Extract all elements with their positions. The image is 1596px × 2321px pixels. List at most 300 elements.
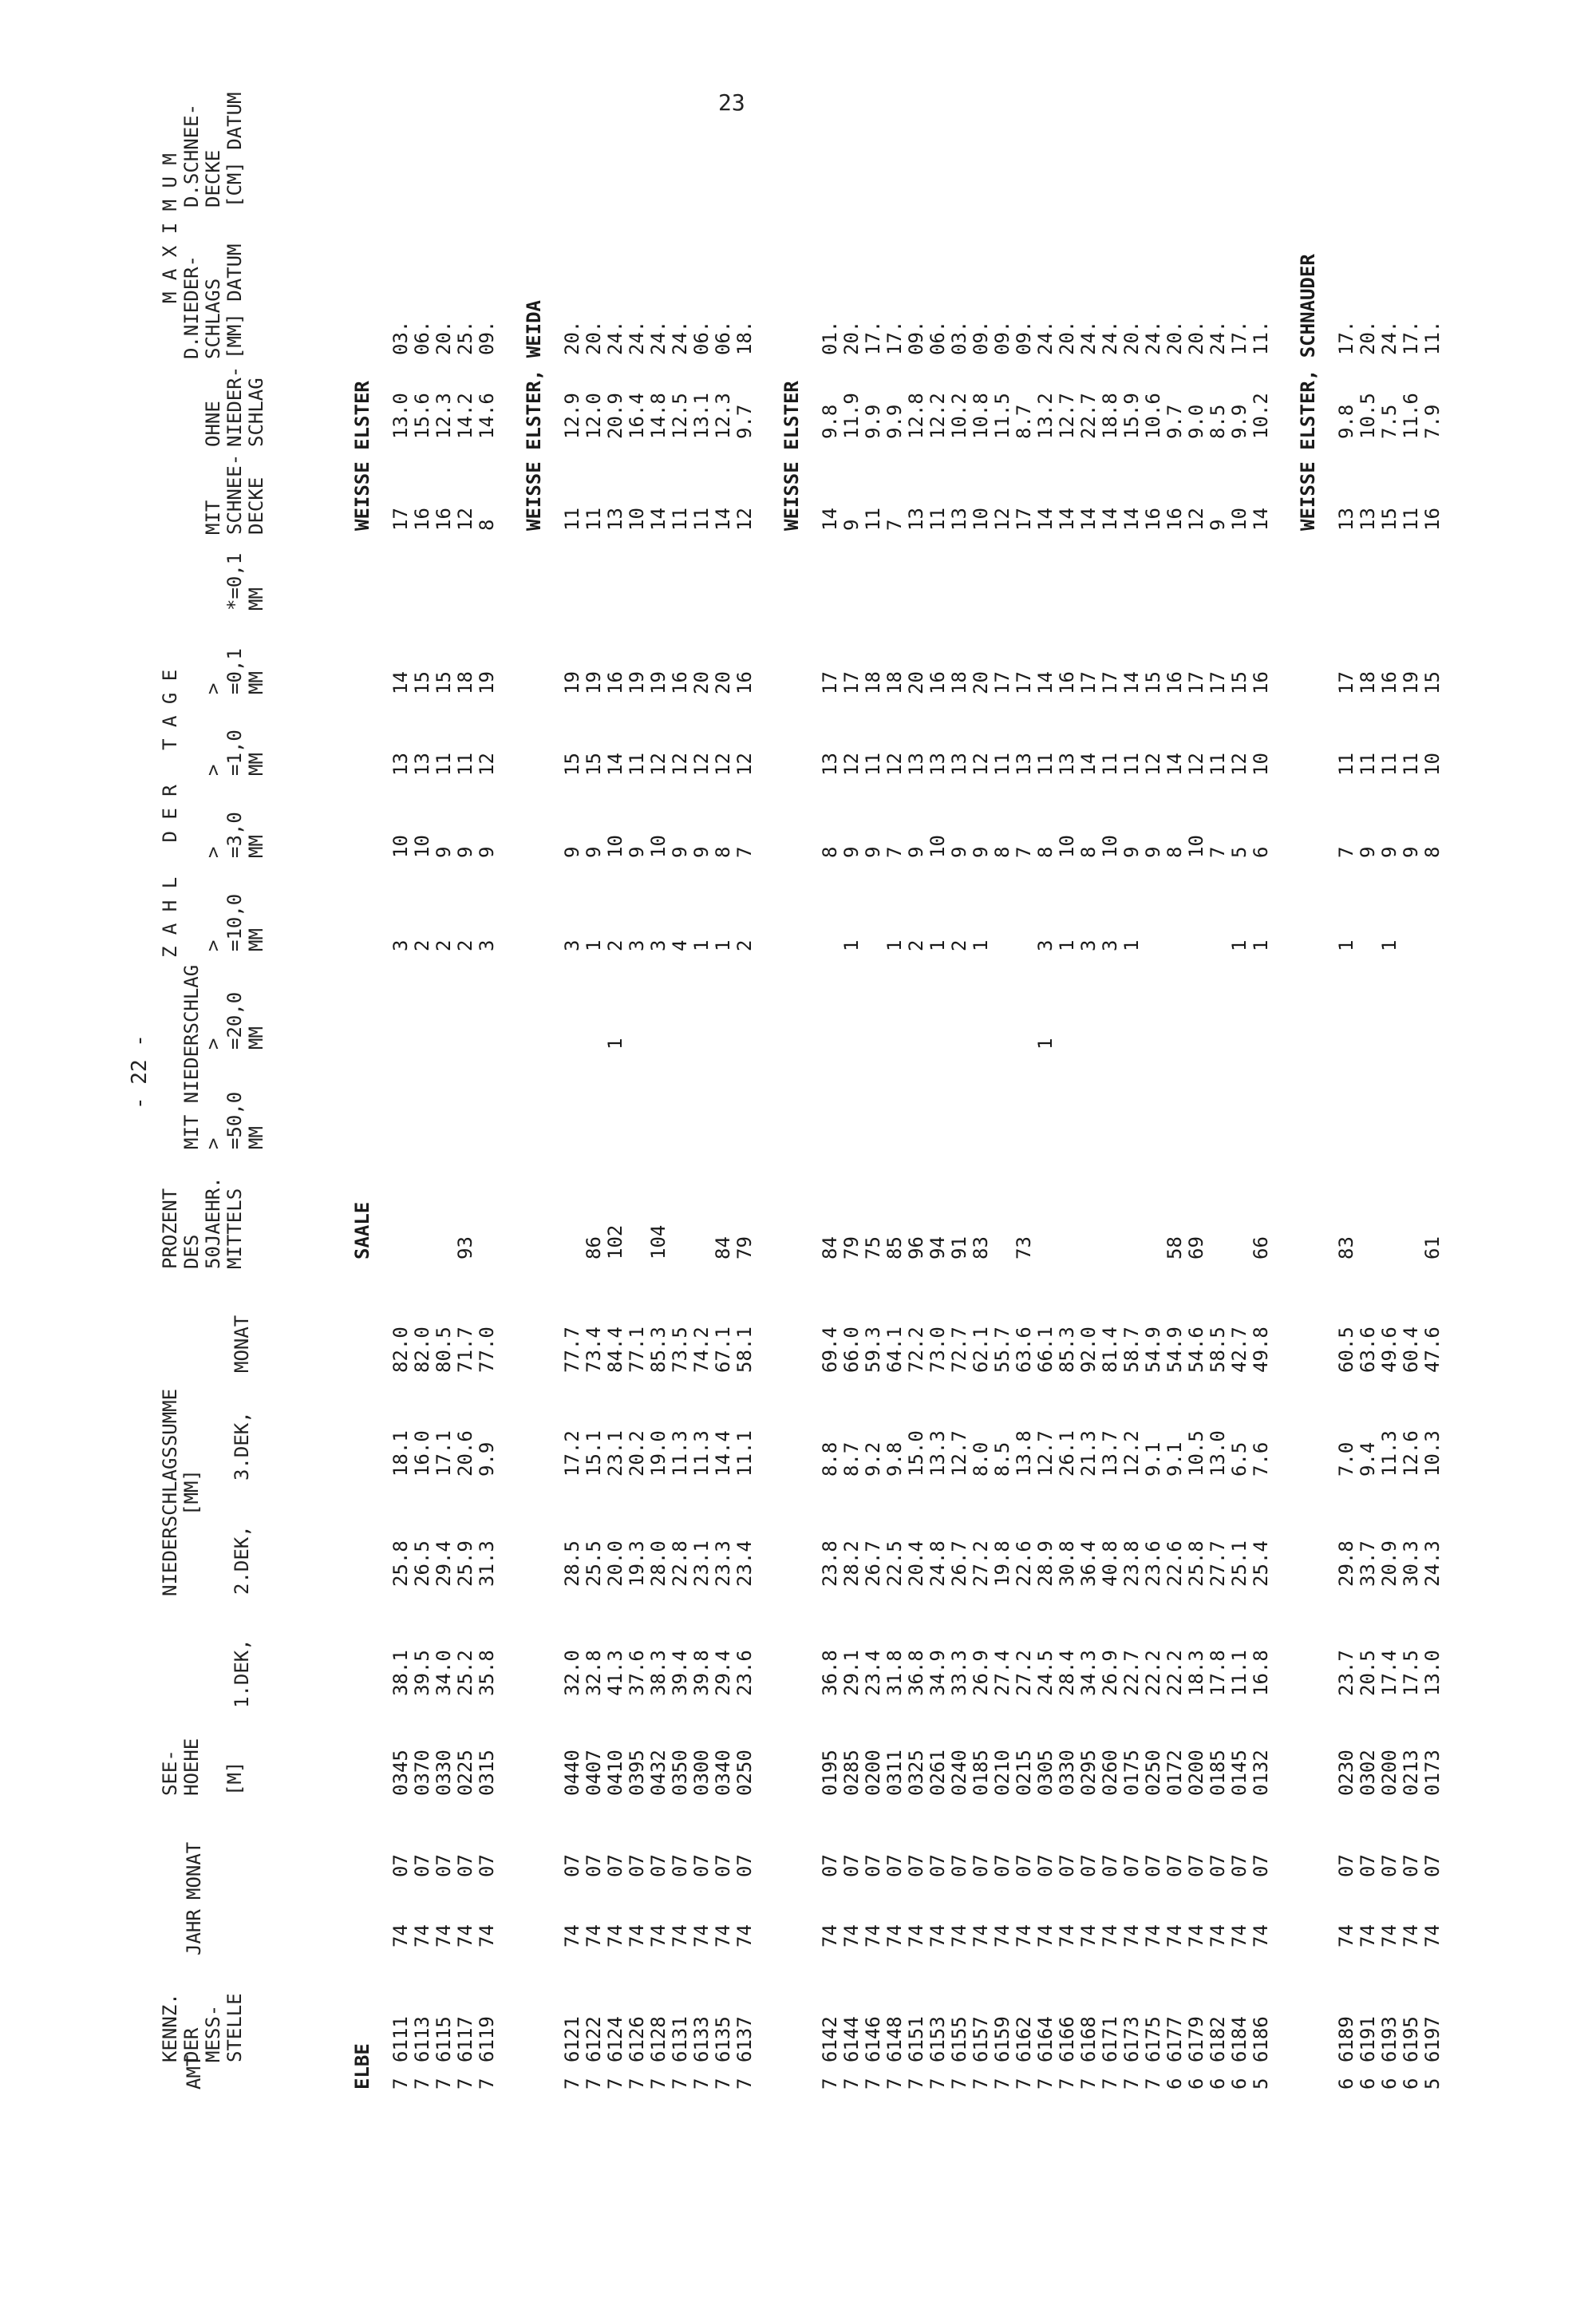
cell-g10: 1 <box>1056 939 1078 951</box>
cell-g01: 19 <box>476 671 498 694</box>
header-dek1: 1.DEK, <box>231 1639 253 1708</box>
cell-h: 0315 <box>476 1750 498 1796</box>
table-row <box>1357 48 1378 2091</box>
header-jahr: JAHR <box>183 1909 205 1955</box>
cell-g01: 20 <box>690 671 713 694</box>
cell-jahr: 74 <box>1250 1924 1272 1947</box>
cell-d3: 8.8 <box>819 1441 841 1477</box>
cell-d1: 26.9 <box>970 1650 992 1696</box>
page-number: 23 <box>718 89 745 116</box>
cell-d1: 23.6 <box>733 1650 756 1696</box>
cell-g1: 11 <box>626 753 648 776</box>
cell-mon: 07 <box>1077 1854 1100 1877</box>
cell-pct: 75 <box>862 1236 884 1259</box>
cell-nd: 06. <box>926 320 949 355</box>
page-header: - 22 - <box>128 1034 152 1109</box>
cell-oh: 11 <box>561 508 583 531</box>
cell-d1: 38.1 <box>389 1650 412 1696</box>
cell-mo: 63.6 <box>1013 1327 1035 1373</box>
cell-oh: 8 <box>476 519 498 531</box>
cell-kenn: 6195 <box>1400 2016 1422 2062</box>
cell-jahr: 74 <box>476 1924 498 1947</box>
cell-g1: 11 <box>991 753 1013 776</box>
cell-nm: 8.5 <box>1207 404 1229 439</box>
cell-amt: 7 <box>433 2078 455 2090</box>
cell-g01: 16 <box>1056 671 1078 694</box>
cell-nm: 11.9 <box>840 393 863 439</box>
cell-g01: 17 <box>1335 671 1357 694</box>
cell-kenn: 6131 <box>669 2016 691 2062</box>
cell-d2: 27.7 <box>1207 1540 1229 1587</box>
cell-d2: 28.0 <box>647 1540 670 1587</box>
cell-amt: 7 <box>476 2078 498 2090</box>
cell-oh: 17 <box>389 508 412 531</box>
cell-amt: 7 <box>970 2078 992 2090</box>
cell-d1: 27.2 <box>1013 1650 1035 1696</box>
cell-nm: 9.7 <box>1163 404 1186 439</box>
cell-mo: 92.0 <box>1077 1327 1100 1373</box>
cell-g1: 13 <box>1056 753 1078 776</box>
cell-g3: 9 <box>476 846 498 858</box>
cell-nd: 24. <box>604 320 626 355</box>
cell-jahr: 74 <box>1077 1924 1100 1947</box>
cell-g3: 9 <box>970 846 992 858</box>
cell-g3: 7 <box>1335 846 1357 858</box>
cell-kenn: 6186 <box>1250 2016 1272 2062</box>
cell-g10: 1 <box>926 939 949 951</box>
cell-d1: 22.2 <box>1163 1650 1186 1696</box>
cell-nm: 12.3 <box>712 393 734 439</box>
cell-jahr: 74 <box>1335 1924 1357 1947</box>
cell-oh: 14 <box>819 508 841 531</box>
cell-amt: 7 <box>690 2078 713 2090</box>
cell-amt: 7 <box>1034 2078 1057 2090</box>
cell-amt: 7 <box>583 2078 605 2090</box>
cell-d1: 23.7 <box>1335 1650 1357 1696</box>
cell-g20: 1 <box>1034 1038 1057 1050</box>
cell-g3: 7 <box>1207 846 1229 858</box>
cell-kenn: 6137 <box>733 2016 756 2062</box>
cell-g01: 18 <box>883 671 906 694</box>
table-row <box>819 48 840 2091</box>
cell-mon: 07 <box>476 1854 498 1877</box>
cell-mo: 72.2 <box>905 1327 927 1373</box>
cell-nd: 17. <box>1400 320 1422 355</box>
cell-g01: 19 <box>583 671 605 694</box>
cell-g01: 17 <box>1099 671 1121 694</box>
cell-jahr: 74 <box>905 1924 927 1947</box>
cell-kenn: 6119 <box>476 2016 498 2062</box>
header-snow: *=0,1 MM <box>223 552 267 611</box>
cell-d2: 23.3 <box>712 1540 734 1587</box>
cell-g1: 12 <box>970 753 992 776</box>
cell-oh: 11 <box>862 508 884 531</box>
cell-mo: 66.1 <box>1034 1327 1057 1373</box>
cell-d2: 33.7 <box>1357 1540 1379 1587</box>
cell-mo: 77.1 <box>626 1327 648 1373</box>
cell-d2: 28.2 <box>840 1540 863 1587</box>
cell-nd: 24. <box>1034 320 1057 355</box>
header-dek2: 2.DEK, <box>231 1525 253 1595</box>
cell-oh: 12 <box>454 508 476 531</box>
cell-g1: 10 <box>1421 753 1444 776</box>
cell-jahr: 74 <box>411 1924 433 1947</box>
cell-pct: 58 <box>1163 1236 1186 1259</box>
cell-mon: 07 <box>433 1854 455 1877</box>
cell-g1: 11 <box>1335 753 1357 776</box>
cell-g01: 16 <box>733 671 756 694</box>
cell-nm: 12.8 <box>905 393 927 439</box>
cell-h: 0330 <box>1056 1750 1078 1796</box>
cell-amt: 7 <box>991 2078 1013 2090</box>
cell-mo: 60.4 <box>1400 1327 1422 1373</box>
cell-g3: 8 <box>991 846 1013 858</box>
cell-d2: 29.8 <box>1335 1540 1357 1587</box>
cell-pct: 84 <box>819 1236 841 1259</box>
cell-g1: 11 <box>454 753 476 776</box>
cell-g1: 14 <box>1077 753 1100 776</box>
cell-g3: 9 <box>1142 846 1164 858</box>
cell-d2: 24.8 <box>926 1540 949 1587</box>
cell-g01: 20 <box>905 671 927 694</box>
table-row <box>669 48 690 2091</box>
cell-nd: 06. <box>411 320 433 355</box>
cell-g3: 9 <box>1378 846 1400 858</box>
cell-d3: 11.3 <box>1378 1430 1400 1477</box>
cell-h: 0200 <box>862 1750 884 1796</box>
cell-d3: 9.1 <box>1142 1441 1164 1477</box>
cell-mon: 07 <box>991 1854 1013 1877</box>
cell-nd: 24. <box>647 320 670 355</box>
cell-d3: 13.3 <box>926 1430 949 1477</box>
cell-mon: 07 <box>926 1854 949 1877</box>
cell-h: 0200 <box>1185 1750 1207 1796</box>
cell-nd: 17. <box>883 320 906 355</box>
cell-nm: 9.7 <box>733 404 756 439</box>
cell-nm: 13.1 <box>690 393 713 439</box>
cell-d2: 23.4 <box>733 1540 756 1587</box>
cell-mon: 07 <box>1207 1854 1229 1877</box>
cell-kenn: 6184 <box>1228 2016 1250 2062</box>
cell-jahr: 74 <box>926 1924 949 1947</box>
cell-g01: 19 <box>626 671 648 694</box>
cell-d1: 16.8 <box>1250 1650 1272 1696</box>
cell-amt: 7 <box>1056 2078 1078 2090</box>
cell-g10: 2 <box>604 939 626 951</box>
cell-mo: 73.0 <box>926 1327 949 1373</box>
cell-jahr: 74 <box>733 1924 756 1947</box>
cell-h: 0330 <box>433 1750 455 1796</box>
cell-d1: 38.3 <box>647 1650 670 1696</box>
cell-mon: 07 <box>1421 1854 1444 1877</box>
cell-mon: 07 <box>1120 1854 1143 1877</box>
cell-oh: 11 <box>1400 508 1422 531</box>
cell-g1: 13 <box>389 753 412 776</box>
cell-nm: 12.0 <box>583 393 605 439</box>
cell-mo: 84.4 <box>604 1327 626 1373</box>
cell-mon: 07 <box>819 1854 841 1877</box>
cell-jahr: 74 <box>1163 1924 1186 1947</box>
cell-mon: 07 <box>647 1854 670 1877</box>
cell-g3: 8 <box>1421 846 1444 858</box>
cell-amt: 5 <box>1250 2078 1272 2090</box>
cell-amt: 7 <box>1013 2078 1035 2090</box>
table-row <box>1034 48 1056 2091</box>
cell-g01: 14 <box>1120 671 1143 694</box>
cell-nd: 09. <box>970 320 992 355</box>
cell-g1: 11 <box>1400 753 1422 776</box>
cell-mo: 82.0 <box>389 1327 412 1373</box>
cell-h: 0261 <box>926 1750 949 1796</box>
cell-d2: 26.5 <box>411 1540 433 1587</box>
cell-pct: 96 <box>905 1236 927 1259</box>
table-row <box>1142 48 1163 2091</box>
cell-d2: 23.8 <box>1120 1540 1143 1587</box>
cell-mon: 07 <box>948 1854 970 1877</box>
cell-d1: 41.3 <box>604 1650 626 1696</box>
cell-kenn: 6179 <box>1185 2016 1207 2062</box>
cell-nm: 13.2 <box>1034 393 1057 439</box>
cell-g10: 1 <box>970 939 992 951</box>
cell-g01: 17 <box>1185 671 1207 694</box>
cell-amt: 7 <box>1077 2078 1100 2090</box>
cell-nd: 09. <box>905 320 927 355</box>
table-row <box>690 48 712 2091</box>
cell-nm: 10.6 <box>1142 393 1164 439</box>
cell-pct: 84 <box>712 1236 734 1259</box>
cell-nm: 9.0 <box>1185 404 1207 439</box>
cell-nm: 15.9 <box>1120 393 1143 439</box>
cell-oh: 12 <box>991 508 1013 531</box>
cell-h: 0250 <box>733 1750 756 1796</box>
cell-kenn: 6148 <box>883 2016 906 2062</box>
cell-d3: 12.7 <box>1034 1430 1057 1477</box>
cell-d1: 39.5 <box>411 1650 433 1696</box>
cell-kenn: 6157 <box>970 2016 992 2062</box>
cell-mo: 82.0 <box>411 1327 433 1373</box>
cell-kenn: 6121 <box>561 2016 583 2062</box>
table-row <box>1077 48 1099 2091</box>
cell-g3: 8 <box>1163 846 1186 858</box>
cell-kenn: 6155 <box>948 2016 970 2062</box>
cell-mon: 07 <box>1099 1854 1121 1877</box>
cell-g3: 9 <box>669 846 691 858</box>
cell-d1: 33.3 <box>948 1650 970 1696</box>
cell-nm: 7.9 <box>1421 404 1444 439</box>
cell-g10: 1 <box>1335 939 1357 951</box>
cell-mo: 71.7 <box>454 1327 476 1373</box>
cell-jahr: 74 <box>883 1924 906 1947</box>
cell-nm: 10.8 <box>970 393 992 439</box>
table-header <box>160 48 327 2091</box>
cell-g01: 20 <box>712 671 734 694</box>
cell-g01: 18 <box>948 671 970 694</box>
cell-d2: 25.4 <box>1250 1540 1272 1587</box>
cell-d2: 30.3 <box>1400 1540 1422 1587</box>
cell-g10: 2 <box>454 939 476 951</box>
cell-g01: 14 <box>389 671 412 694</box>
cell-oh: 16 <box>1142 508 1164 531</box>
cell-kenn: 6189 <box>1335 2016 1357 2062</box>
cell-h: 0340 <box>712 1750 734 1796</box>
cell-d3: 10.3 <box>1421 1430 1444 1477</box>
cell-g1: 12 <box>669 753 691 776</box>
cell-g3: 9 <box>1357 846 1379 858</box>
cell-nd: 18. <box>733 320 756 355</box>
cell-kenn: 6144 <box>840 2016 863 2062</box>
cell-g10: 3 <box>647 939 670 951</box>
cell-mon: 07 <box>626 1854 648 1877</box>
cell-g01: 16 <box>1250 671 1272 694</box>
cell-d1: 34.0 <box>433 1650 455 1696</box>
cell-g1: 12 <box>840 753 863 776</box>
cell-pct: 91 <box>948 1236 970 1259</box>
cell-g1: 12 <box>733 753 756 776</box>
cell-mon: 07 <box>604 1854 626 1877</box>
cell-g1: 12 <box>1228 753 1250 776</box>
cell-jahr: 74 <box>389 1924 412 1947</box>
cell-pct: 61 <box>1421 1236 1444 1259</box>
cell-nd: 24. <box>626 320 648 355</box>
table-row <box>1013 48 1034 2091</box>
cell-d2: 23.1 <box>690 1540 713 1587</box>
cell-jahr: 74 <box>1013 1924 1035 1947</box>
cell-g3: 8 <box>1077 846 1100 858</box>
cell-nd: 01. <box>819 320 841 355</box>
cell-nm: 16.4 <box>626 393 648 439</box>
cell-jahr: 74 <box>819 1924 841 1947</box>
cell-pct: 93 <box>454 1236 476 1259</box>
cell-jahr: 74 <box>1400 1924 1422 1947</box>
cell-jahr: 74 <box>583 1924 605 1947</box>
cell-kenn: 6124 <box>604 2016 626 2062</box>
cell-h: 0185 <box>970 1750 992 1796</box>
cell-oh: 16 <box>433 508 455 531</box>
cell-g3: 9 <box>862 846 884 858</box>
cell-h: 0407 <box>583 1750 605 1796</box>
cell-pct: 79 <box>840 1236 863 1259</box>
cell-d3: 11.3 <box>690 1430 713 1477</box>
header-smax: D.SCHNEE- DECKE [CM] DATUM <box>180 92 246 208</box>
cell-nd: 06. <box>690 320 713 355</box>
table-row <box>1120 48 1142 2091</box>
cell-nm: 18.8 <box>1099 393 1121 439</box>
cell-kenn: 6135 <box>712 2016 734 2062</box>
cell-g3: 10 <box>647 835 670 858</box>
cell-jahr: 74 <box>604 1924 626 1947</box>
table-row <box>454 48 476 2091</box>
cell-d1: 32.8 <box>583 1650 605 1696</box>
cell-amt: 7 <box>604 2078 626 2090</box>
cell-d2: 20.9 <box>1378 1540 1400 1587</box>
cell-mon: 07 <box>1400 1854 1422 1877</box>
cell-mo: 62.1 <box>970 1327 992 1373</box>
cell-h: 0295 <box>1077 1750 1100 1796</box>
cell-amt: 6 <box>1207 2078 1229 2090</box>
table-row <box>1228 48 1250 2091</box>
cell-kenn: 6191 <box>1357 2016 1379 2062</box>
cell-g3: 9 <box>433 846 455 858</box>
cell-g3: 9 <box>561 846 583 858</box>
cell-d2: 29.4 <box>433 1540 455 1587</box>
cell-g3: 9 <box>948 846 970 858</box>
cell-mon: 07 <box>1163 1854 1186 1877</box>
header-g20: > =20,0 MM <box>202 991 267 1050</box>
cell-mon: 07 <box>840 1854 863 1877</box>
cell-d1: 22.7 <box>1120 1650 1143 1696</box>
cell-nm: 15.6 <box>411 393 433 439</box>
cell-g1: 15 <box>583 753 605 776</box>
cell-nd: 24. <box>1077 320 1100 355</box>
cell-mo: 66.0 <box>840 1327 863 1373</box>
cell-amt: 7 <box>926 2078 949 2090</box>
cell-h: 0172 <box>1163 1750 1186 1796</box>
cell-amt: 7 <box>883 2078 906 2090</box>
cell-d1: 29.4 <box>712 1650 734 1696</box>
cell-g10: 2 <box>948 939 970 951</box>
cell-g1: 13 <box>411 753 433 776</box>
cell-oh: 14 <box>1034 508 1057 531</box>
cell-g1: 13 <box>1013 753 1035 776</box>
cell-g10: 1 <box>583 939 605 951</box>
cell-nd: 24. <box>1099 320 1121 355</box>
table-row <box>862 48 883 2091</box>
cell-d3: 10.5 <box>1185 1430 1207 1477</box>
cell-oh: 12 <box>733 508 756 531</box>
cell-mo: 63.6 <box>1357 1327 1379 1373</box>
cell-mo: 54.9 <box>1163 1327 1186 1373</box>
cell-g3: 9 <box>454 846 476 858</box>
cell-d2: 20.4 <box>905 1540 927 1587</box>
cell-oh: 14 <box>647 508 670 531</box>
cell-oh: 15 <box>1378 508 1400 531</box>
cell-nm: 12.9 <box>561 393 583 439</box>
cell-g1: 12 <box>647 753 670 776</box>
table-row <box>1163 48 1185 2091</box>
cell-pct: 86 <box>583 1236 605 1259</box>
cell-d3: 7.0 <box>1335 1441 1357 1477</box>
cell-d3: 16.0 <box>411 1430 433 1477</box>
cell-g10: 2 <box>905 939 927 951</box>
cell-d2: 26.7 <box>862 1540 884 1587</box>
cell-mo: 77.0 <box>476 1327 498 1373</box>
cell-h: 0311 <box>883 1750 906 1796</box>
group-subregion: WEISSE ELSTER, WEIDA <box>523 300 545 531</box>
cell-g3: 9 <box>690 846 713 858</box>
cell-d3: 13.7 <box>1099 1430 1121 1477</box>
cell-mon: 07 <box>1335 1854 1357 1877</box>
table-row <box>1250 48 1271 2091</box>
header-amt: AMT <box>183 2054 205 2090</box>
cell-amt: 6 <box>1357 2078 1379 2090</box>
cell-nd: 20. <box>433 320 455 355</box>
cell-g10: 1 <box>883 939 906 951</box>
cell-h: 0173 <box>1421 1750 1444 1796</box>
cell-oh: 12 <box>1185 508 1207 531</box>
cell-d2: 30.8 <box>1056 1540 1078 1587</box>
cell-g3: 8 <box>712 846 734 858</box>
cell-mon: 07 <box>690 1854 713 1877</box>
cell-g3: 10 <box>411 835 433 858</box>
cell-jahr: 74 <box>1185 1924 1207 1947</box>
cell-amt: 6 <box>1163 2078 1186 2090</box>
cell-pct: 73 <box>1013 1236 1035 1259</box>
cell-amt: 7 <box>819 2078 841 2090</box>
cell-h: 0213 <box>1400 1750 1422 1796</box>
cell-mon: 07 <box>1228 1854 1250 1877</box>
cell-nm: 12.7 <box>1056 393 1078 439</box>
cell-nm: 7.5 <box>1378 404 1400 439</box>
